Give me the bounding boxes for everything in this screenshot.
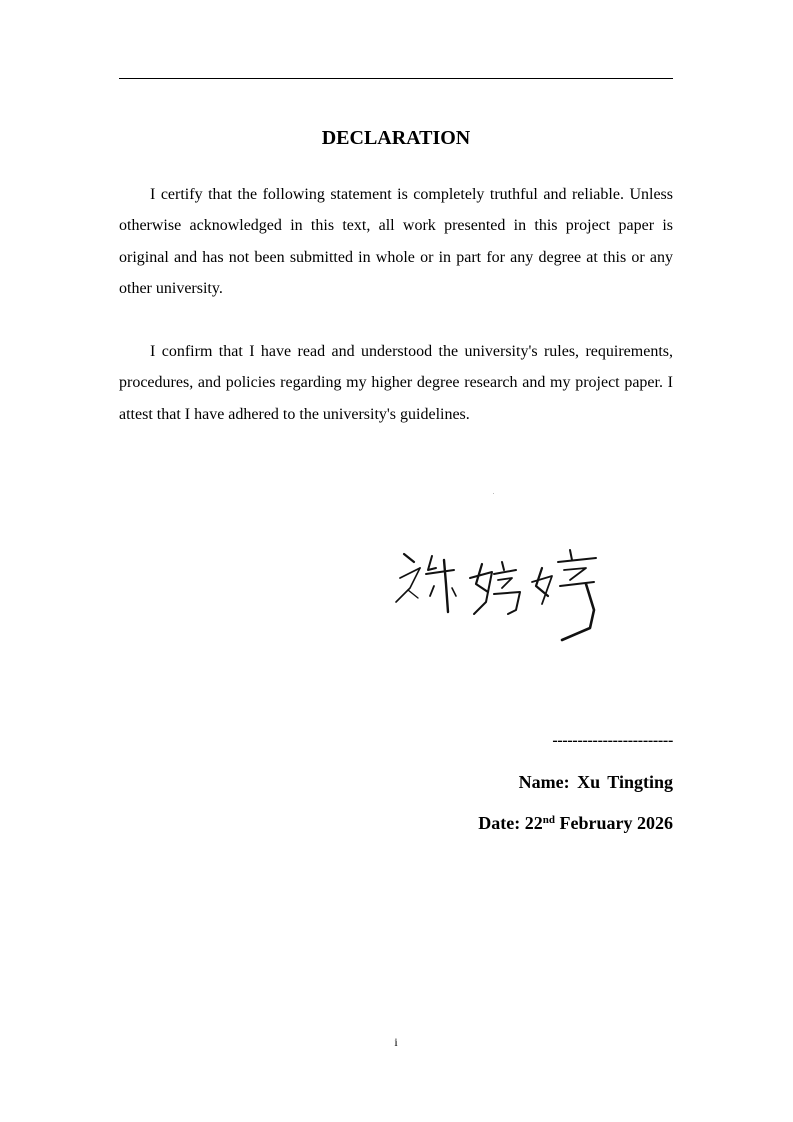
date-line	[400, 812, 673, 834]
handwritten-signature	[390, 540, 620, 650]
date-day: 22	[524, 813, 543, 833]
date-label: Date:	[478, 813, 521, 833]
date-ordinal-suffix: nd	[542, 814, 556, 826]
page-title: DECLARATION	[321, 127, 471, 149]
name-value: Xu Tingting	[577, 772, 673, 792]
declaration-paragraph-1: I certify that the following statement is completely truthful and reliable. Unless otherwise acknowledged in this text, all work presented in this project paper is original and has not been submitted in whole or in part for any degree at this or any other university.	[119, 186, 673, 297]
declaration-paragraph-2: I confirm that I have read and understood the university's rules, requirements, procedures, and policies regarding my higher degree research and my project paper. I attest that I have adhered to the university's guidelines.	[119, 343, 673, 423]
page-number: i	[394, 1035, 398, 1049]
name-label: Name:	[518, 772, 570, 792]
header-rule	[119, 78, 673, 79]
scan-speck	[493, 493, 494, 494]
date-month-year: February 2026	[559, 813, 673, 833]
signature-line: ------------------------	[552, 732, 673, 749]
name-line	[400, 771, 673, 793]
